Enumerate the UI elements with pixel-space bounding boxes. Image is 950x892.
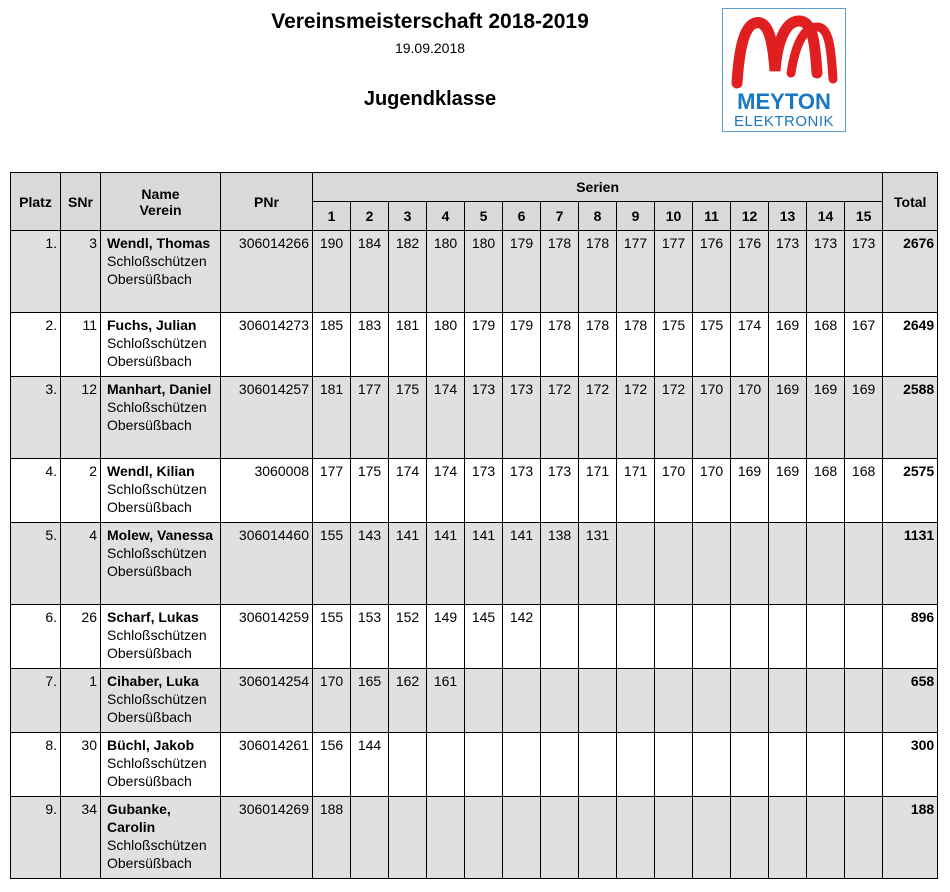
platz-cell: 4. <box>11 459 61 523</box>
series-score-cell: 170 <box>313 669 351 733</box>
series-score-cell <box>617 605 655 669</box>
series-score-cell: 173 <box>503 377 541 459</box>
name-cell <box>101 459 221 523</box>
series-score-cell: 178 <box>617 313 655 377</box>
name-cell <box>101 313 221 377</box>
series-score-cell: 184 <box>351 231 389 313</box>
table-row <box>11 231 938 313</box>
series-col-header: 12 <box>731 202 769 231</box>
total-cell: 2588 <box>883 377 938 459</box>
series-score-cell: 169 <box>845 377 883 459</box>
series-score-cell <box>769 669 807 733</box>
platz-cell: 8. <box>11 733 61 797</box>
pnr-cell: 306014257 <box>221 377 313 459</box>
club-name: Schloßschützen Obersüßbach <box>107 755 207 789</box>
series-score-cell <box>655 797 693 879</box>
series-score-cell <box>427 797 465 879</box>
series-score-cell <box>427 733 465 797</box>
series-score-cell: 183 <box>351 313 389 377</box>
snr-cell: 4 <box>61 523 101 605</box>
series-score-cell: 177 <box>351 377 389 459</box>
series-score-cell: 171 <box>579 459 617 523</box>
club-name: Schloßschützen Obersüßbach <box>107 253 207 287</box>
platz-cell: 6. <box>11 605 61 669</box>
series-score-cell: 167 <box>845 313 883 377</box>
platz-cell: 7. <box>11 669 61 733</box>
series-score-cell: 175 <box>655 313 693 377</box>
snr-cell: 2 <box>61 459 101 523</box>
series-score-cell <box>503 797 541 879</box>
series-score-cell: 190 <box>313 231 351 313</box>
series-score-cell: 169 <box>731 459 769 523</box>
series-score-cell: 180 <box>427 231 465 313</box>
series-col-header: 7 <box>541 202 579 231</box>
name-cell <box>101 797 221 879</box>
series-score-cell: 178 <box>579 313 617 377</box>
series-score-cell: 170 <box>655 459 693 523</box>
snr-cell: 26 <box>61 605 101 669</box>
series-score-cell: 168 <box>807 459 845 523</box>
class-title: Jugendklasse <box>363 88 497 110</box>
table-header <box>11 173 938 231</box>
col-platz: Platz <box>11 173 61 231</box>
series-score-cell: 178 <box>541 313 579 377</box>
series-score-cell: 170 <box>693 459 731 523</box>
series-score-cell: 172 <box>579 377 617 459</box>
series-score-cell: 188 <box>313 797 351 879</box>
series-score-cell: 143 <box>351 523 389 605</box>
club-name: Schloßschützen Obersüßbach <box>107 691 207 725</box>
series-score-cell <box>465 797 503 879</box>
table-row <box>11 797 938 879</box>
series-score-cell <box>503 669 541 733</box>
series-score-cell: 170 <box>731 377 769 459</box>
series-score-cell: 171 <box>617 459 655 523</box>
series-score-cell: 170 <box>693 377 731 459</box>
series-col-header: 15 <box>845 202 883 231</box>
series-score-cell <box>807 669 845 733</box>
series-score-cell <box>617 669 655 733</box>
series-col-header: 13 <box>769 202 807 231</box>
col-pnr: PNr <box>221 173 313 231</box>
series-score-cell <box>731 797 769 879</box>
snr-cell: 11 <box>61 313 101 377</box>
results-body <box>11 231 938 879</box>
series-score-cell: 138 <box>541 523 579 605</box>
series-score-cell: 173 <box>845 231 883 313</box>
series-score-cell: 181 <box>313 377 351 459</box>
series-score-cell <box>845 797 883 879</box>
series-score-cell <box>655 605 693 669</box>
series-score-cell <box>769 797 807 879</box>
snr-cell: 1 <box>61 669 101 733</box>
pnr-cell: 306014261 <box>221 733 313 797</box>
series-score-cell: 172 <box>655 377 693 459</box>
snr-cell: 30 <box>61 733 101 797</box>
name-cell <box>101 523 221 605</box>
pnr-cell: 3060008 <box>221 459 313 523</box>
series-score-cell <box>693 669 731 733</box>
club-name: Schloßschützen Obersüßbach <box>107 481 207 515</box>
series-score-cell: 180 <box>427 313 465 377</box>
club-name: Schloßschützen Obersüßbach <box>107 627 207 661</box>
series-col-header: 8 <box>579 202 617 231</box>
series-score-cell: 144 <box>351 733 389 797</box>
platz-cell: 5. <box>11 523 61 605</box>
name-cell <box>101 669 221 733</box>
series-score-cell: 179 <box>465 313 503 377</box>
snr-cell: 3 <box>61 231 101 313</box>
total-cell: 188 <box>883 797 938 879</box>
series-score-cell: 179 <box>503 231 541 313</box>
series-score-cell: 174 <box>389 459 427 523</box>
series-score-cell: 182 <box>389 231 427 313</box>
total-cell: 1131 <box>883 523 938 605</box>
series-score-cell: 175 <box>693 313 731 377</box>
series-score-cell: 169 <box>769 313 807 377</box>
series-score-cell: 141 <box>465 523 503 605</box>
series-score-cell: 177 <box>617 231 655 313</box>
col-name-label: Name <box>141 185 180 202</box>
series-score-cell: 172 <box>541 377 579 459</box>
table-row <box>11 313 938 377</box>
series-score-cell: 172 <box>617 377 655 459</box>
series-score-cell: 169 <box>807 377 845 459</box>
col-serien: Serien <box>313 173 883 202</box>
series-score-cell: 156 <box>313 733 351 797</box>
table-row <box>11 669 938 733</box>
table-row <box>11 523 938 605</box>
series-score-cell <box>541 669 579 733</box>
series-score-cell <box>655 669 693 733</box>
total-cell: 896 <box>883 605 938 669</box>
series-score-cell: 180 <box>465 231 503 313</box>
name-cell <box>101 733 221 797</box>
shooter-name: Büchl, Jakob <box>107 737 195 753</box>
series-score-cell: 179 <box>503 313 541 377</box>
series-score-cell: 174 <box>731 313 769 377</box>
series-score-cell: 141 <box>503 523 541 605</box>
col-total: Total <box>883 173 938 231</box>
series-score-cell <box>845 733 883 797</box>
series-score-cell <box>351 797 389 879</box>
series-score-cell: 169 <box>769 459 807 523</box>
series-score-cell <box>617 797 655 879</box>
series-score-cell <box>845 523 883 605</box>
series-score-cell: 177 <box>313 459 351 523</box>
series-score-cell <box>655 523 693 605</box>
series-score-cell: 169 <box>769 377 807 459</box>
pnr-cell: 306014273 <box>221 313 313 377</box>
series-score-cell: 177 <box>655 231 693 313</box>
logo-text-meyton: MEYTON <box>737 89 831 114</box>
series-col-header: 6 <box>503 202 541 231</box>
series-score-cell <box>807 523 845 605</box>
total-cell: 300 <box>883 733 938 797</box>
series-score-cell: 173 <box>465 459 503 523</box>
shooter-name: Gubanke, Carolin <box>107 801 171 835</box>
series-col-header: 2 <box>351 202 389 231</box>
total-cell: 2575 <box>883 459 938 523</box>
series-score-cell <box>503 733 541 797</box>
series-score-cell: 141 <box>427 523 465 605</box>
club-name: Schloßschützen Obersüßbach <box>107 335 207 369</box>
platz-cell: 1. <box>11 231 61 313</box>
series-score-cell <box>693 733 731 797</box>
series-score-cell <box>389 733 427 797</box>
col-name-verein <box>101 173 221 231</box>
series-score-cell <box>845 669 883 733</box>
series-score-cell: 185 <box>313 313 351 377</box>
series-score-cell: 175 <box>351 459 389 523</box>
series-score-cell <box>541 605 579 669</box>
series-score-cell: 174 <box>427 377 465 459</box>
series-score-cell: 173 <box>807 231 845 313</box>
series-score-cell <box>617 523 655 605</box>
series-score-cell: 173 <box>769 231 807 313</box>
series-score-cell: 162 <box>389 669 427 733</box>
shooter-name: Scharf, Lukas <box>107 609 199 625</box>
series-score-cell <box>541 733 579 797</box>
table-row <box>11 377 938 459</box>
shooter-name: Cihaber, Luka <box>107 673 199 689</box>
pnr-cell: 306014259 <box>221 605 313 669</box>
series-col-header: 10 <box>655 202 693 231</box>
results-table <box>10 172 938 879</box>
series-score-cell: 155 <box>313 605 351 669</box>
series-score-cell <box>693 797 731 879</box>
series-score-cell <box>769 605 807 669</box>
series-score-cell: 131 <box>579 523 617 605</box>
series-score-cell <box>465 733 503 797</box>
page-title: Vereinsmeisterschaft 2018-2019 <box>271 10 589 33</box>
col-snr: SNr <box>61 173 101 231</box>
series-score-cell <box>579 733 617 797</box>
series-score-cell: 173 <box>503 459 541 523</box>
series-score-cell <box>769 523 807 605</box>
series-score-cell: 155 <box>313 523 351 605</box>
table-row <box>11 605 938 669</box>
series-score-cell: 141 <box>389 523 427 605</box>
name-cell <box>101 231 221 313</box>
shooter-name: Molew, Vanessa <box>107 527 214 543</box>
series-col-header: 14 <box>807 202 845 231</box>
series-score-cell: 173 <box>465 377 503 459</box>
pnr-cell: 306014460 <box>221 523 313 605</box>
shooter-name: Fuchs, Julian <box>107 317 197 333</box>
table-row <box>11 733 938 797</box>
series-col-header: 11 <box>693 202 731 231</box>
series-score-cell <box>389 797 427 879</box>
platz-cell: 9. <box>11 797 61 879</box>
club-name: Schloßschützen Obersüßbach <box>107 399 207 433</box>
series-score-cell: 149 <box>427 605 465 669</box>
series-score-cell <box>807 733 845 797</box>
series-score-cell <box>693 605 731 669</box>
series-score-cell <box>579 605 617 669</box>
shooter-name: Wendl, Kilian <box>107 463 195 479</box>
series-score-cell: 168 <box>845 459 883 523</box>
series-score-cell <box>579 797 617 879</box>
name-cell <box>101 377 221 459</box>
series-score-cell: 176 <box>731 231 769 313</box>
series-score-cell: 168 <box>807 313 845 377</box>
series-score-cell <box>731 733 769 797</box>
series-score-cell <box>617 733 655 797</box>
series-score-cell: 152 <box>389 605 427 669</box>
series-score-cell: 145 <box>465 605 503 669</box>
pnr-cell: 306014254 <box>221 669 313 733</box>
series-score-cell: 161 <box>427 669 465 733</box>
series-score-cell <box>845 605 883 669</box>
platz-cell: 3. <box>11 377 61 459</box>
series-col-header: 4 <box>427 202 465 231</box>
pnr-cell: 306014266 <box>221 231 313 313</box>
name-cell <box>101 605 221 669</box>
total-cell: 2676 <box>883 231 938 313</box>
total-cell: 2649 <box>883 313 938 377</box>
series-score-cell: 181 <box>389 313 427 377</box>
event-date: 19.09.2018 <box>394 40 466 56</box>
series-col-header: 3 <box>389 202 427 231</box>
snr-cell: 34 <box>61 797 101 879</box>
series-score-cell <box>769 733 807 797</box>
shooter-name: Manhart, Daniel <box>107 381 212 397</box>
series-score-cell <box>731 669 769 733</box>
series-score-cell: 175 <box>389 377 427 459</box>
series-score-cell: 142 <box>503 605 541 669</box>
series-score-cell <box>465 669 503 733</box>
series-score-cell: 176 <box>693 231 731 313</box>
series-score-cell <box>579 669 617 733</box>
series-score-cell <box>693 523 731 605</box>
club-name: Schloßschützen Obersüßbach <box>107 837 207 871</box>
snr-cell: 12 <box>61 377 101 459</box>
series-score-cell: 174 <box>427 459 465 523</box>
series-score-cell <box>541 797 579 879</box>
pnr-cell: 306014269 <box>221 797 313 879</box>
series-col-header: 9 <box>617 202 655 231</box>
col-verein-label: Verein <box>139 201 182 218</box>
series-score-cell: 178 <box>579 231 617 313</box>
series-score-cell: 173 <box>541 459 579 523</box>
series-score-cell <box>731 523 769 605</box>
series-score-cell: 178 <box>541 231 579 313</box>
series-score-cell: 165 <box>351 669 389 733</box>
table-row <box>11 459 938 523</box>
logo-text-elektronik: ELEKTRONIK <box>733 113 835 130</box>
logo-m-icon <box>729 13 839 89</box>
total-cell: 658 <box>883 669 938 733</box>
series-col-header: 1 <box>313 202 351 231</box>
series-score-cell <box>731 605 769 669</box>
series-col-header: 5 <box>465 202 503 231</box>
series-score-cell: 153 <box>351 605 389 669</box>
series-score-cell <box>807 605 845 669</box>
meyton-logo <box>722 8 846 132</box>
series-score-cell <box>807 797 845 879</box>
platz-cell: 2. <box>11 313 61 377</box>
club-name: Schloßschützen Obersüßbach <box>107 545 207 579</box>
series-score-cell <box>655 733 693 797</box>
shooter-name: Wendl, Thomas <box>107 235 211 251</box>
